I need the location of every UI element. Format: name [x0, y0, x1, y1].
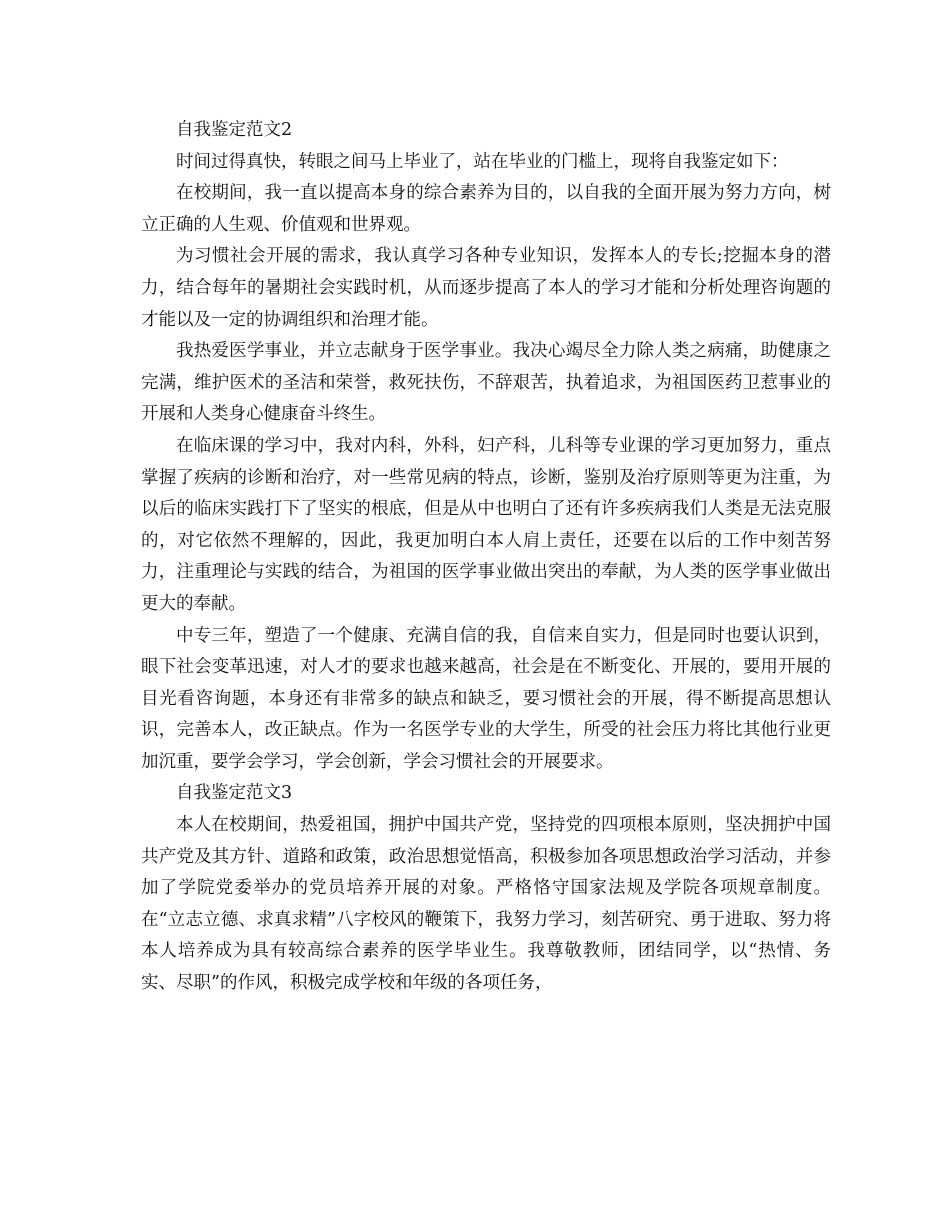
paragraph-three-years: 中专三年，塑造了一个健康、充满自信的我，自信来自实力，但是同时也要认识到，眼下社会变革迅速，对人才的要求也越来越高，社会是在不断变化、开展的，要用开展的目光看咨询题，本身还有非常多的缺点和缺乏，要习惯社会的开展，得不断提高思想认识，完善本人，改正缺点。作为一名医学专业的大学生，所受的社会压力将比其他行业更加沉重，要学会学习，学会创新，学会习惯社会的开展要求。 [141, 625, 831, 772]
paragraph-clinical: 在临床课的学习中，我对内科，外科，妇产科，儿科等专业课的学习更加努力，重点掌握了疾病的诊断和治疗，对一些常见病的特点，诊断，鉴别及治疗原则等更为注重，为以后的临床实践打下了坚实的根底，但是从中也明白了还有许多疾病我们人类是无法克服的，对它依然不理解的，因此，我更加明白本人肩上责任，还要在以后的工作中刻苦努力，注重理论与实践的结合，为祖国的医学事业做出突出的奉献，为人类的医学事业做出更大的奉献。 [141, 435, 831, 614]
section-heading-3: 自我鉴定范文3 [176, 783, 293, 804]
paragraph-political: 本人在校期间，热爱祖国，拥护中国共产党，坚持党的四项根本原则，坚决拥护中国共产党及其方针、道路和政策，政治思想觉悟高，积极参加各项思想政治学习活动，并参加了学院党委举办的党员培养开展的对象。严格恪守国家法规及学院各项规章制度。在“立志立德、求真求精”八字校风的鞭策下，我努力学习，刻苦研究、勇于进取、努力将本人培养成为具有较高综合素养的医学毕业生。我尊敬教师，团结同学，以“热情、务实、尽职”的作风，积极完成学校和年级的各项任务， [141, 815, 831, 994]
section-heading-2: 自我鉴定范文2 [176, 120, 293, 140]
paragraph-study: 为习惯社会开展的需求，我认真学习各种专业知识，发挥本人的专长;挖掘本身的潜力，结合每年的暑期社会实践时机，从而逐步提高了本人的学习才能和分析处理咨询题的才能以及一定的协调组织和治理才能。 [141, 246, 831, 330]
paragraph-intro: 时间过得真快，转眼之间马上毕业了，站在毕业的门槛上，现将自我鉴定如下： [176, 151, 789, 172]
document-body [141, 115, 831, 1000]
paragraph-school-period: 在校期间，我一直以提高本身的综合素养为目的，以自我的全面开展为努力方向，树立正确的人生观、价值观和世界观。 [141, 183, 831, 235]
paragraph-medicine: 我热爱医学事业，并立志献身于医学事业。我决心竭尽全力除人类之病痛，助健康之完满，维护医术的圣洁和荣誉，救死扶伤，不辞艰苦，执着追求，为祖国医药卫惹事业的开展和人类身心健康奋斗终生。 [141, 341, 831, 425]
